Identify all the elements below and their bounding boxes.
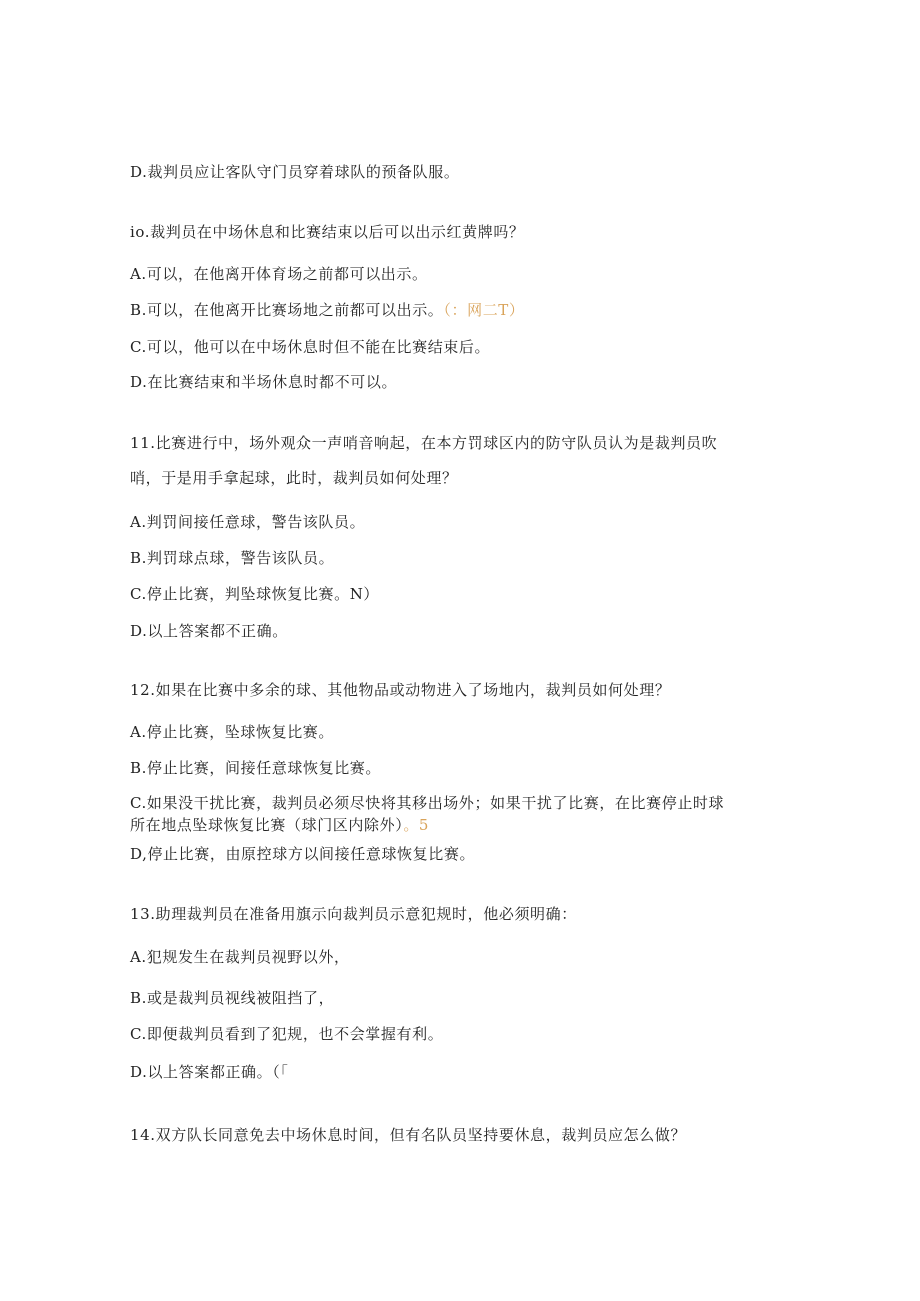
q11-option-a: A.判罚间接任意球，警告该队员。 [130, 513, 366, 531]
q13-question: 13.助理裁判员在准备用旗示向裁判员示意犯规时，他必须明确： [130, 905, 577, 923]
q12-option-d: D,停止比赛，由原控球方以间接任意球恢复比赛。 [130, 845, 476, 863]
q10-option-c: C.可以，他可以在中场休息时但不能在比赛结束后。 [130, 338, 491, 356]
q10-option-b-note: （：网二T） [443, 301, 525, 319]
q10-option-b [130, 300, 525, 320]
q12-option-c-line1: C.如果没干扰比赛，裁判员必须尽快将其移出场外；如果干扰了比赛，在比赛停止时球 [130, 794, 725, 812]
q11-question-line2: 哨，于是用手拿起球，此时，裁判员如何处理？ [130, 469, 458, 487]
q14-question: 14.双方队长同意免去中场休息时间，但有名队员坚持要休息，裁判员应怎么做？ [130, 1126, 687, 1144]
q10-option-b-text: B.可以，在他离开比赛场地之前都可以出示。 [130, 301, 444, 319]
q10-question: io.裁判员在中场休息和比赛结束以后可以出示红黄牌吗？ [130, 223, 525, 241]
q13-option-b: B.或是裁判员视线被阻挡了， [130, 989, 335, 1007]
q12-option-c-line2-text: 所在地点坠球恢复比赛（球门区内除外） [130, 816, 404, 834]
q11-question-line1: 11.比赛进行中，场外观众一声哨音响起，在本方罚球区内的防守队员认为是裁判员吹 [130, 434, 718, 452]
q12-option-a: A.停止比赛，坠球恢复比赛。 [130, 723, 335, 741]
q11-option-d: D.以上答案都不正确。 [130, 622, 288, 640]
q13-option-a: A.犯规发生在裁判员视野以外， [130, 948, 350, 966]
q11-option-b: B.判罚球点球，警告该队员。 [130, 549, 335, 567]
q12-option-b: B.停止比赛，间接任意球恢复比赛。 [130, 759, 381, 777]
q11-option-c: C.停止比赛，判坠球恢复比赛。N） [130, 585, 380, 603]
q12-question: 12.如果在比赛中多余的球、其他物品或动物进入了场地内，裁判员如何处理？ [130, 681, 671, 699]
q10-option-a: A.可以，在他离开体育场之前都可以出示。 [130, 265, 428, 283]
q13-option-d: D.以上答案都正确。（「 [130, 1063, 289, 1081]
q9-option-d: D.裁判员应让客队守门员穿着球队的预备队服。 [130, 163, 460, 181]
q10-option-d: D.在比赛结束和半场休息时都不可以。 [130, 373, 398, 391]
q12-option-c-note: 。5 [403, 816, 430, 834]
q13-option-c: C.即便裁判员看到了犯规，也不会掌握有利。 [130, 1025, 444, 1043]
q12-option-c-line2 [130, 815, 429, 835]
